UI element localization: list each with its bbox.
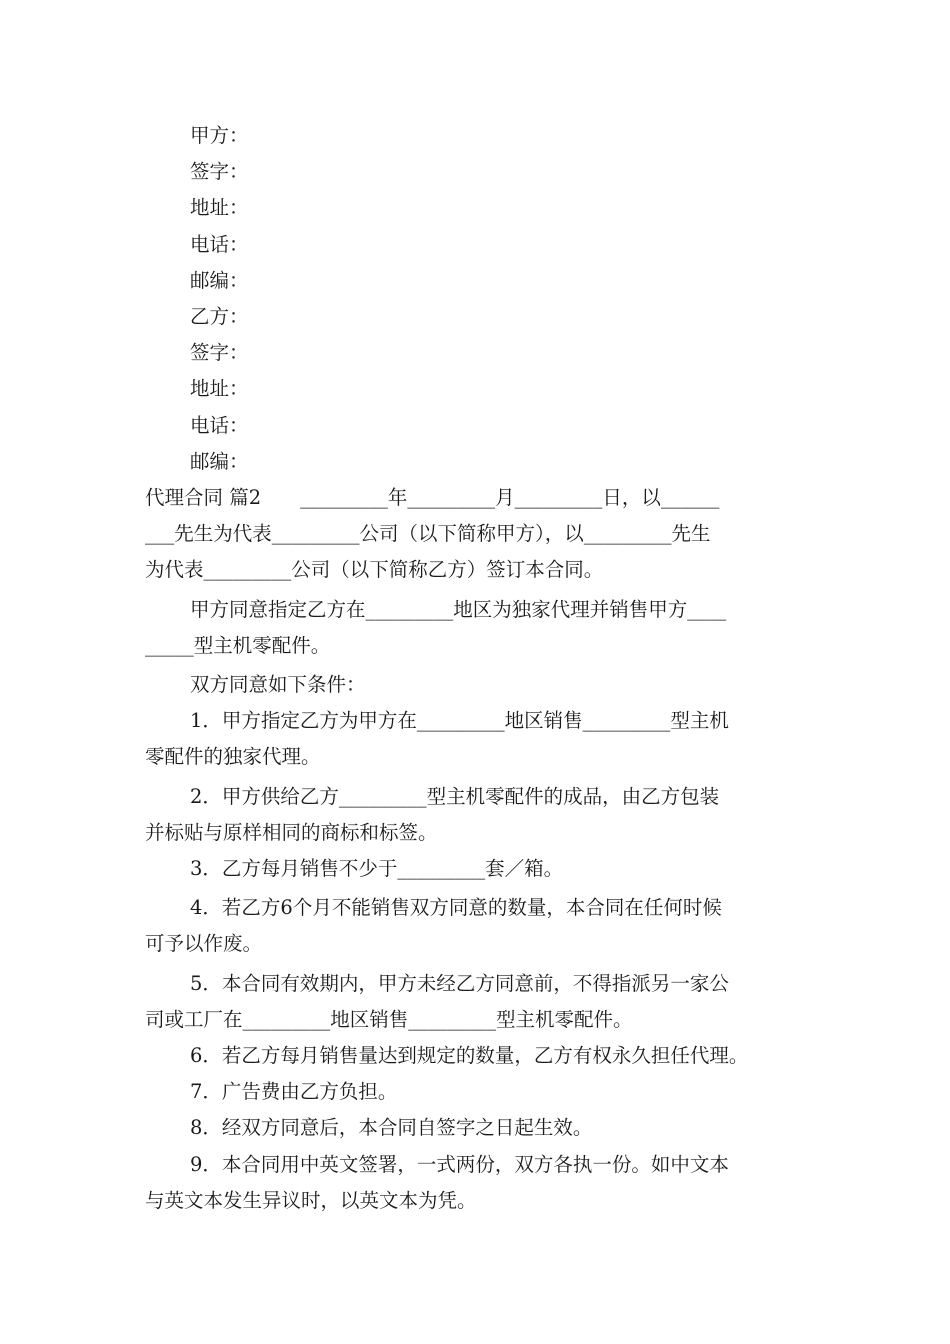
party-a-postcode-label: 邮编： (190, 268, 249, 292)
party-b-name-label: 乙方： (190, 305, 249, 329)
clause-8 (145, 1110, 817, 1146)
paragraph-line: 6．若乙方每月销售量达到规定的数量，乙方有权永久担任代理。 (190, 1044, 749, 1068)
paragraph-line: 可予以作废。 (145, 932, 263, 956)
paragraph-line: 4．若乙方6个月不能销售双方同意的数量，本合同在任何时候 (190, 896, 722, 920)
clause-4 (145, 890, 817, 962)
party-a-phone-label: 电话： (190, 232, 249, 256)
paragraph-line: 2．甲方供给乙方_________型主机零配件的成品，由乙方包装 (190, 784, 720, 808)
conditions-heading (145, 667, 817, 703)
party-b-address-label: 地址： (190, 377, 249, 401)
paragraph-line: 1．甲方指定乙方为甲方在_________地区销售_________型主机 (190, 709, 729, 733)
intro-paragraph (145, 480, 817, 589)
paragraph-line: 9．本合同用中英文签署，一式两份，双方各执一份。如中文本 (190, 1152, 729, 1176)
paragraph-line: 与英文本发生异议时，以英文本为凭。 (145, 1188, 477, 1212)
paragraph-line: _____型主机零配件。 (145, 633, 331, 657)
clause-1 (145, 703, 817, 775)
agreement-paragraph (145, 592, 817, 664)
intro-line: ___先生为代表_________公司（以下简称甲方），以_________先生 (145, 522, 711, 546)
party-b-block (145, 299, 817, 480)
party-b-phone-label: 电话： (190, 413, 249, 437)
paragraph-line: 甲方同意指定乙方在_________地区为独家代理并销售甲方____ (190, 597, 727, 621)
clause-3 (145, 851, 817, 887)
party-a-address-label: 地址： (190, 196, 249, 220)
clause-9 (145, 1147, 817, 1219)
paragraph-line: 7．广告费由乙方负担。 (190, 1080, 398, 1104)
paragraph-line: 双方同意如下条件： (190, 673, 366, 697)
party-b-signature-label: 签字： (190, 341, 249, 365)
clause-7 (145, 1074, 817, 1110)
paragraph-line: 5．本合同有效期内，甲方未经乙方同意前，不得指派另一家公 (190, 971, 729, 995)
paragraph-line: 并标贴与原样相同的商标和标签。 (145, 820, 438, 844)
paragraph-line: 3．乙方每月销售不少于_________套／箱。 (190, 857, 564, 881)
party-a-block (145, 118, 817, 299)
intro-line: 为代表_________公司（以下简称乙方）签订本合同。 (145, 558, 604, 582)
party-b-postcode-label: 邮编： (190, 449, 249, 473)
paragraph-line: 8．经双方同意后，本合同自签字之日起生效。 (190, 1116, 593, 1140)
clause-2 (145, 779, 817, 851)
paragraph-line: 零配件的独家代理。 (145, 745, 321, 769)
party-a-name-label: 甲方： (190, 124, 249, 147)
intro-line: 代理合同 篇2 _________年_________月_________日，以______ (145, 486, 720, 510)
clause-5 (145, 966, 817, 1038)
clause-6 (145, 1038, 817, 1074)
paragraph-line: 司或工厂在_________地区销售_________型主机零配件。 (145, 1007, 633, 1031)
party-a-signature-label: 签字： (190, 160, 249, 184)
contract-document (145, 118, 817, 1219)
